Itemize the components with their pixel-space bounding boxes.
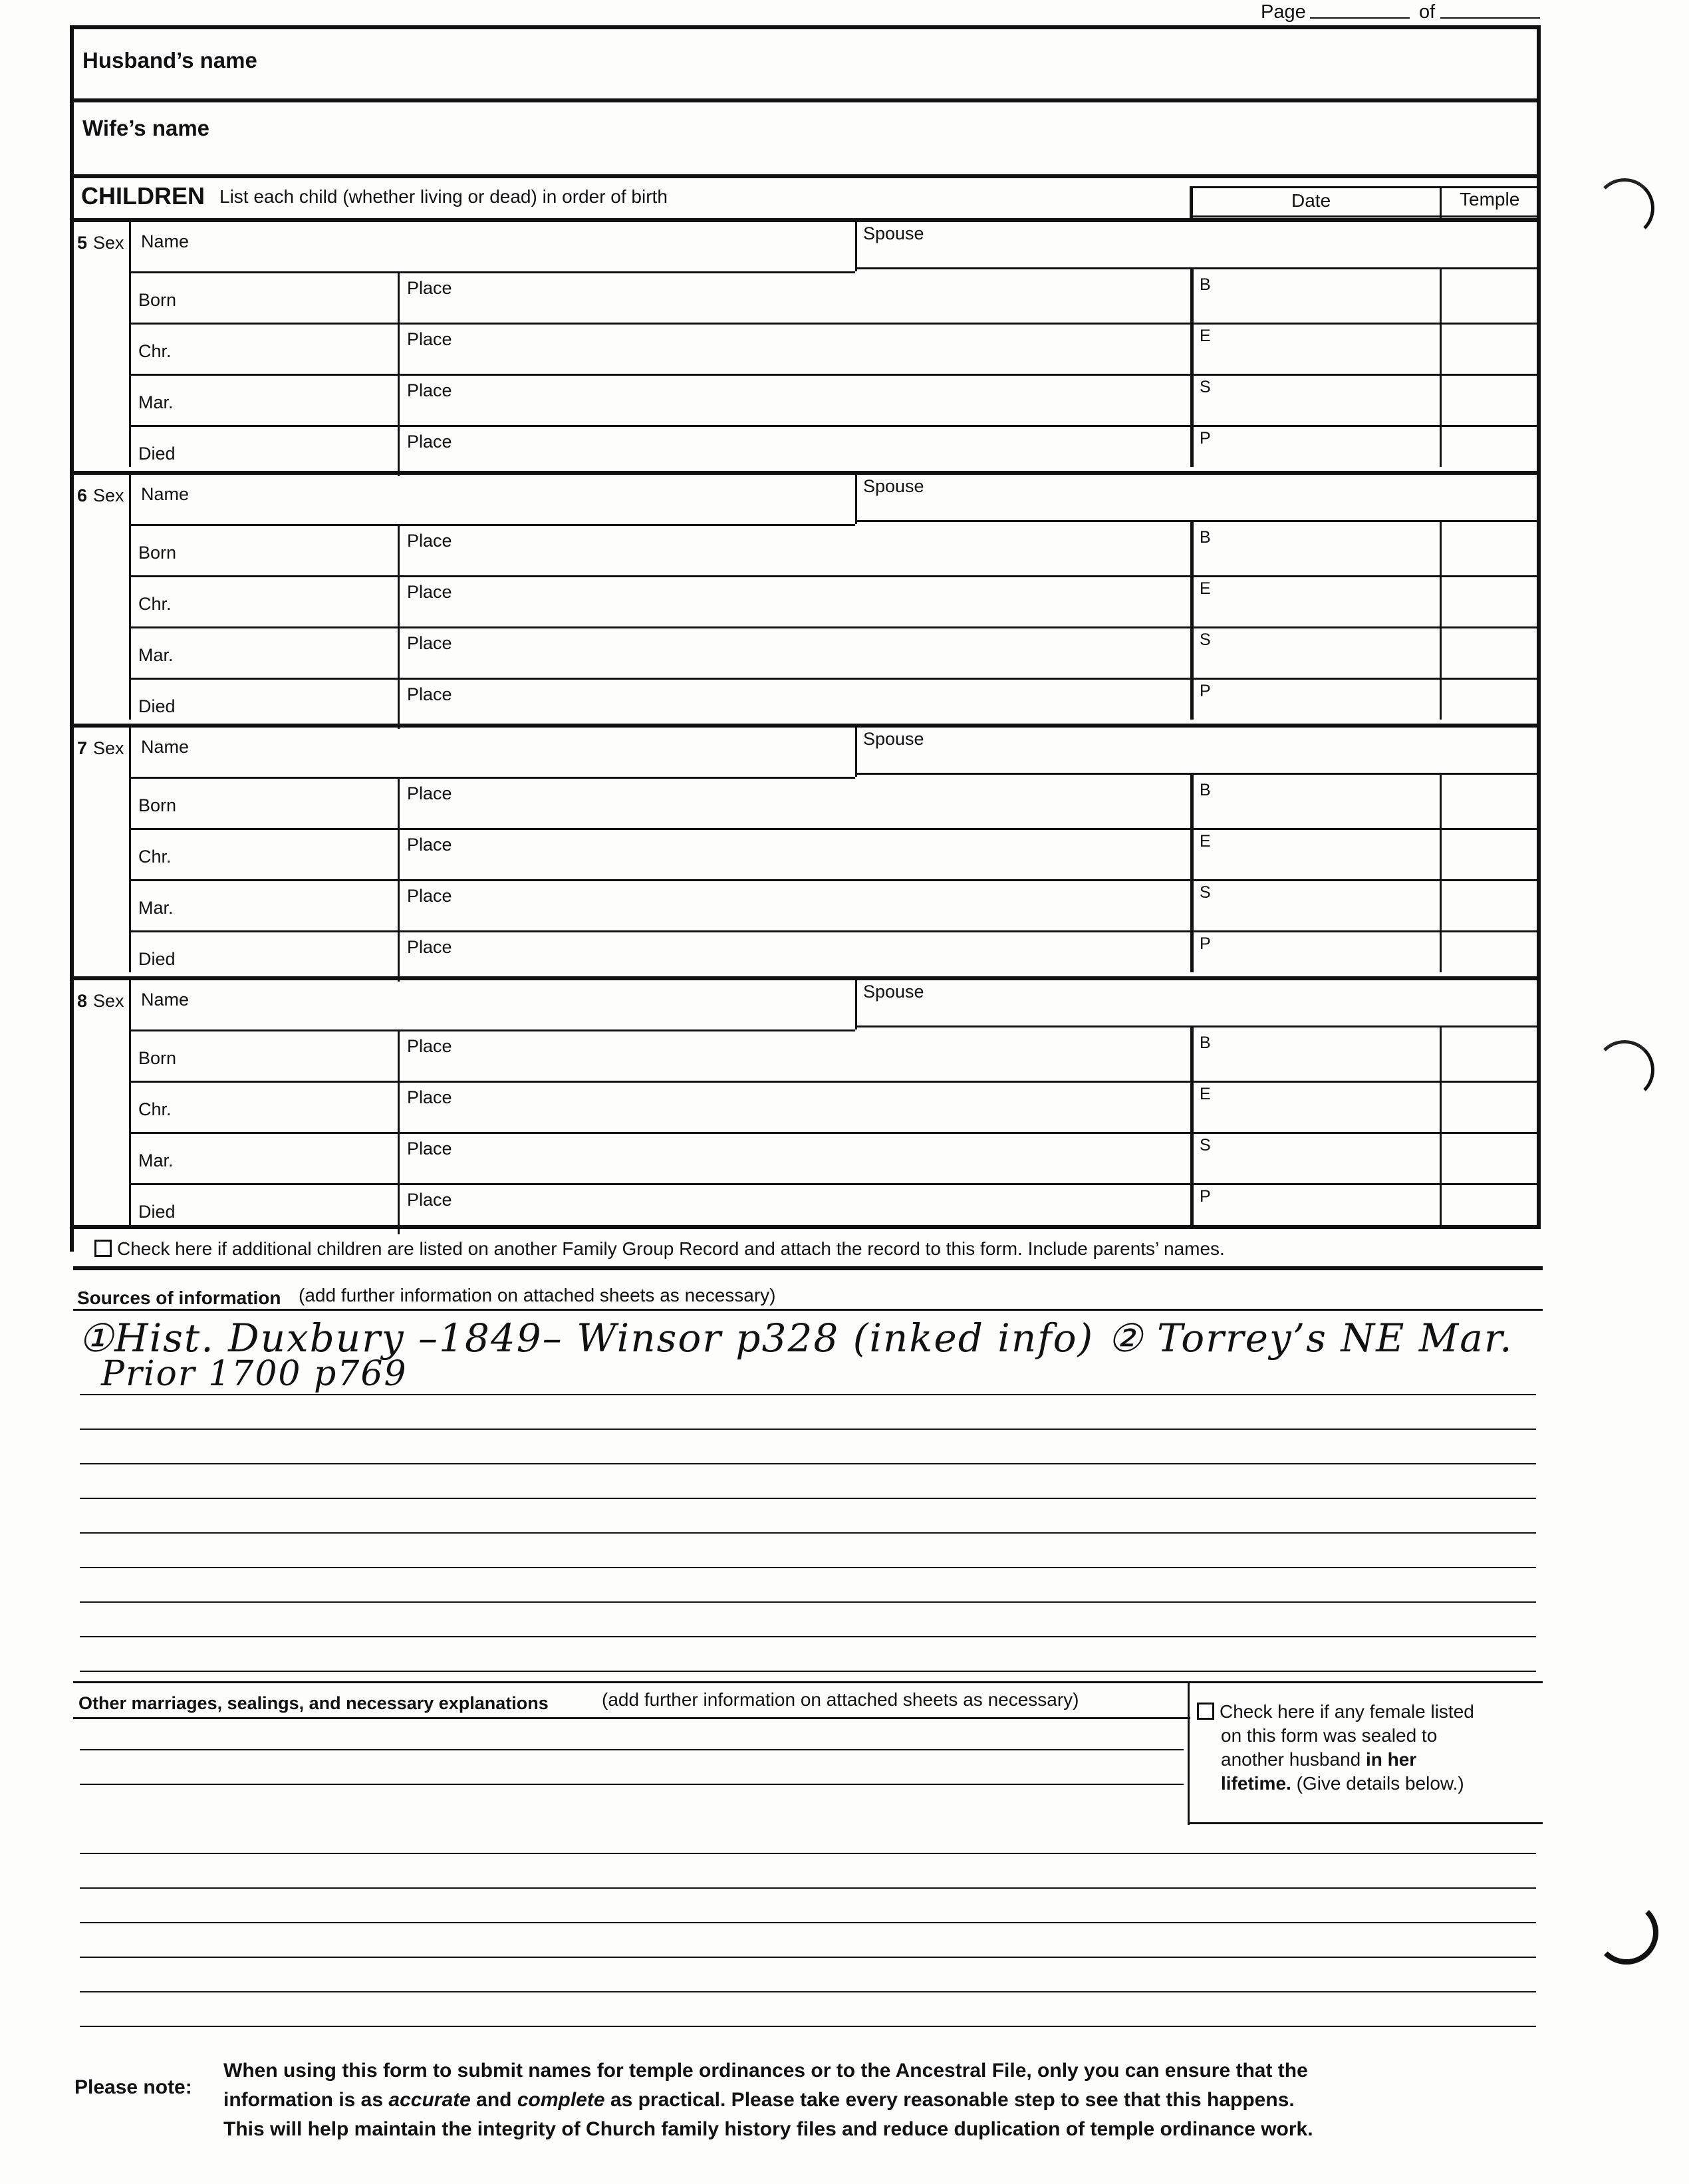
ordinance-date-field[interactable] bbox=[1217, 429, 1433, 470]
ordinance-date-field[interactable] bbox=[1217, 1033, 1433, 1075]
event-date-field[interactable] bbox=[195, 432, 391, 470]
spouse-row-bottom bbox=[855, 1025, 1539, 1027]
female-sealed-check[interactable] bbox=[1197, 1700, 1474, 1796]
event-label: Chr. bbox=[138, 341, 172, 361]
writing-line[interactable] bbox=[80, 1394, 1536, 1395]
please-note-line-1: When using this form to submit names for temple ordinances or to the Ancestral File, only you can ensure that the bbox=[223, 2060, 1308, 2082]
sex-label: Sex bbox=[93, 738, 124, 758]
ordinance-date-field[interactable] bbox=[1217, 781, 1433, 822]
sex-field[interactable] bbox=[132, 1016, 185, 1029]
event-row-bottom bbox=[129, 626, 1190, 628]
date-column-divider bbox=[1190, 1025, 1194, 1225]
event-label: Born bbox=[138, 543, 177, 563]
writing-line[interactable] bbox=[80, 1671, 1536, 1672]
ordinance-date-field[interactable] bbox=[1217, 630, 1433, 672]
event-label: Born bbox=[138, 795, 177, 815]
of-label: of bbox=[1419, 1, 1436, 23]
ordinance-letter: P bbox=[1200, 934, 1211, 953]
child-number: 6 bbox=[77, 485, 88, 505]
event-place-field[interactable] bbox=[471, 633, 1184, 672]
female-sealed-text-4b: (Give details below.) bbox=[1296, 1773, 1464, 1794]
event-row-bottom bbox=[129, 1081, 1190, 1083]
spouse-divider bbox=[855, 218, 857, 271]
writing-line[interactable] bbox=[80, 1532, 1536, 1534]
sex-field[interactable] bbox=[132, 763, 185, 777]
ordinance-letter: P bbox=[1200, 429, 1211, 448]
place-divider bbox=[398, 524, 400, 575]
spouse-row-bottom bbox=[855, 520, 1539, 522]
ordinance-letter: E bbox=[1200, 327, 1211, 345]
writing-line[interactable] bbox=[80, 1887, 1536, 1889]
name-row-bottom bbox=[129, 777, 855, 779]
name-row-bottom bbox=[129, 524, 855, 526]
event-label: Died bbox=[138, 949, 176, 969]
ordinance-row-bottom bbox=[1190, 1132, 1539, 1134]
place-label: Place bbox=[407, 835, 452, 855]
sex-label: Sex bbox=[93, 485, 124, 505]
ordinance-letter: B bbox=[1200, 528, 1211, 547]
ordinance-date-field[interactable] bbox=[1217, 1136, 1433, 1177]
sex-field[interactable] bbox=[132, 511, 185, 524]
ordinance-letter: B bbox=[1200, 781, 1211, 799]
wife-name-label: Wife’s name bbox=[82, 116, 210, 140]
event-place-field[interactable] bbox=[471, 835, 1184, 873]
ordinance-row-bottom bbox=[1190, 575, 1539, 577]
event-place-field[interactable] bbox=[471, 432, 1184, 470]
event-place-field[interactable] bbox=[471, 684, 1184, 723]
spouse-divider bbox=[855, 976, 857, 1029]
please-note-label: Please note: bbox=[74, 2076, 192, 2098]
event-label: Died bbox=[138, 1202, 176, 1222]
writing-line[interactable] bbox=[80, 1601, 1536, 1603]
sex-column-divider bbox=[129, 218, 131, 467]
ordinance-row-bottom bbox=[1190, 374, 1539, 376]
place-label: Place bbox=[407, 278, 452, 298]
place-label: Place bbox=[407, 531, 452, 551]
ordinance-row-bottom bbox=[1190, 1081, 1539, 1083]
child-block-top-border bbox=[73, 724, 1539, 728]
child-name-field[interactable] bbox=[195, 223, 848, 263]
child-name-field[interactable] bbox=[195, 476, 848, 516]
place-divider bbox=[398, 323, 400, 374]
wife-divider bbox=[70, 174, 1539, 178]
ordinance-date-field[interactable] bbox=[1217, 1187, 1433, 1228]
binder-hole-bottom bbox=[1595, 1901, 1658, 1965]
event-date-field[interactable] bbox=[195, 937, 391, 976]
event-place-field[interactable] bbox=[471, 1036, 1184, 1075]
writing-line[interactable] bbox=[80, 1567, 1536, 1568]
children-heading: CHILDREN bbox=[81, 182, 205, 209]
sex-column-divider bbox=[129, 724, 131, 972]
date-column-header: Date bbox=[1291, 190, 1331, 211]
child-name-field[interactable] bbox=[195, 982, 848, 1022]
event-label: Mar. bbox=[138, 392, 174, 412]
child-name-label: Name bbox=[141, 484, 190, 504]
page-total-blank[interactable] bbox=[1440, 17, 1540, 19]
ordinance-row-bottom bbox=[1190, 1183, 1539, 1185]
event-row-bottom bbox=[129, 678, 1190, 680]
sources-heading: Sources of information bbox=[77, 1288, 281, 1308]
event-row-bottom bbox=[129, 323, 1190, 325]
child-number: 5 bbox=[77, 233, 88, 253]
event-place-field[interactable] bbox=[471, 582, 1184, 620]
writing-line[interactable] bbox=[80, 1853, 1536, 1854]
event-label: Chr. bbox=[138, 847, 172, 867]
ordinance-letter: P bbox=[1200, 682, 1211, 700]
spouse-field[interactable] bbox=[948, 223, 1533, 263]
female-sealed-text-3b: in her bbox=[1365, 1749, 1417, 1770]
husband-name-field[interactable] bbox=[74, 73, 1534, 100]
event-label: Chr. bbox=[138, 1099, 172, 1119]
event-label: Died bbox=[138, 696, 176, 716]
ordinance-letter: B bbox=[1200, 275, 1211, 294]
ordinance-row-bottom bbox=[1190, 323, 1539, 325]
ordinance-row-bottom bbox=[1190, 626, 1539, 628]
ordinance-date-field[interactable] bbox=[1217, 832, 1433, 873]
source-entry-line-1: ①Hist. Duxbury –1849– Winsor p328 (inked info) ② Torrey’s NE Mar. bbox=[78, 1315, 1513, 1361]
ordinance-letter: E bbox=[1200, 1085, 1211, 1103]
event-place-field[interactable] bbox=[471, 531, 1184, 569]
ordinance-temple-field[interactable] bbox=[1445, 1187, 1534, 1228]
child-number: 7 bbox=[77, 738, 88, 758]
place-divider bbox=[398, 374, 400, 425]
place-divider bbox=[398, 1081, 400, 1132]
spouse-row-bottom bbox=[855, 773, 1539, 775]
ordinance-temple-field[interactable] bbox=[1445, 1033, 1534, 1075]
event-label: Mar. bbox=[138, 1151, 174, 1170]
place-divider bbox=[398, 777, 400, 828]
place-label: Place bbox=[407, 886, 452, 906]
ordinance-letter: S bbox=[1200, 883, 1211, 902]
ordinance-letter: S bbox=[1200, 378, 1211, 396]
event-place-field[interactable] bbox=[471, 380, 1184, 419]
ordinance-date-field[interactable] bbox=[1217, 327, 1433, 368]
ordinance-letter: P bbox=[1200, 1187, 1211, 1206]
child-block-top-border bbox=[73, 471, 1539, 475]
spouse-divider bbox=[855, 471, 857, 524]
female-sealed-checkbox[interactable] bbox=[1197, 1703, 1214, 1720]
child-number: 8 bbox=[77, 991, 88, 1011]
ordinance-date-field[interactable] bbox=[1217, 682, 1433, 723]
page-label: Page bbox=[1261, 1, 1306, 23]
female-sealed-text-2: on this form was sealed to bbox=[1221, 1725, 1438, 1746]
writing-line[interactable] bbox=[80, 1498, 1536, 1499]
writing-line[interactable] bbox=[80, 1636, 1536, 1637]
event-row-bottom bbox=[129, 930, 1190, 932]
ordinance-letter: B bbox=[1200, 1033, 1211, 1052]
child-name-label: Name bbox=[141, 231, 190, 251]
spouse-field[interactable] bbox=[948, 982, 1533, 1022]
event-date-field[interactable] bbox=[195, 1190, 391, 1228]
event-row-bottom bbox=[129, 575, 1190, 577]
additional-children-checkbox[interactable] bbox=[94, 1240, 112, 1257]
sex-field[interactable] bbox=[132, 258, 185, 271]
child-name-label: Name bbox=[141, 737, 190, 757]
other-marriages-heading-line bbox=[73, 1717, 1190, 1719]
event-date-field[interactable] bbox=[195, 1139, 391, 1177]
ordinance-temple-field[interactable] bbox=[1445, 327, 1534, 368]
event-date-field[interactable] bbox=[195, 531, 391, 569]
event-place-field[interactable] bbox=[471, 329, 1184, 368]
please-note-line-2: information is as accurate and complete as practical. Please take every reasonable step to see that this happens. bbox=[223, 2089, 1295, 2111]
place-divider bbox=[398, 425, 400, 476]
female-check-box-bottom bbox=[1188, 1822, 1543, 1824]
event-place-field[interactable] bbox=[471, 278, 1184, 317]
event-label: Chr. bbox=[138, 594, 172, 614]
sources-note: (add further information on attached sheets as necessary) bbox=[299, 1285, 776, 1305]
source-entry-line-2: Prior 1700 p769 bbox=[101, 1354, 408, 1394]
event-date-field[interactable] bbox=[195, 1087, 391, 1126]
please-note-text bbox=[223, 2056, 1313, 2144]
ordinance-row-bottom bbox=[1190, 828, 1539, 830]
ordinance-date-field[interactable] bbox=[1217, 883, 1433, 924]
ordinance-letter: E bbox=[1200, 579, 1211, 598]
ordinance-temple-field[interactable] bbox=[1445, 630, 1534, 672]
ordinance-row-bottom bbox=[1190, 678, 1539, 680]
writing-line[interactable] bbox=[80, 1463, 1536, 1464]
place-label: Place bbox=[407, 1036, 452, 1056]
event-date-field[interactable] bbox=[195, 783, 391, 822]
writing-line[interactable] bbox=[80, 1749, 1184, 1750]
place-divider bbox=[398, 626, 400, 678]
date-column-divider bbox=[1190, 520, 1194, 720]
sources-heading-line bbox=[73, 1309, 1543, 1311]
date-col-header-left bbox=[1190, 186, 1193, 218]
event-label: Born bbox=[138, 1048, 177, 1068]
temple-column-divider bbox=[1440, 1025, 1442, 1225]
additional-children-text: Check here if additional children are listed on another Family Group Record and attach the record to this form. Include parents’ names. bbox=[117, 1238, 1225, 1259]
place-divider bbox=[398, 575, 400, 626]
ordinance-temple-field[interactable] bbox=[1445, 832, 1534, 873]
event-date-field[interactable] bbox=[195, 1036, 391, 1075]
ordinance-date-field[interactable] bbox=[1217, 378, 1433, 419]
writing-line[interactable] bbox=[80, 2026, 1536, 2027]
place-label: Place bbox=[407, 1190, 452, 1210]
child-block-top-border bbox=[73, 218, 1539, 222]
name-row-bottom bbox=[129, 1029, 855, 1031]
temple-column-divider bbox=[1440, 773, 1442, 972]
place-label: Place bbox=[407, 432, 452, 452]
spouse-label: Spouse bbox=[863, 729, 924, 749]
binder-hole-top bbox=[1595, 178, 1654, 238]
event-place-field[interactable] bbox=[471, 1190, 1184, 1228]
spouse-field[interactable] bbox=[948, 476, 1533, 516]
event-date-field[interactable] bbox=[195, 633, 391, 672]
page-number-blank[interactable] bbox=[1310, 17, 1410, 19]
please-note-line-3: This will help maintain the integrity of Church family history files and reduce duplication of temple ordinance work. bbox=[223, 2118, 1313, 2140]
event-place-field[interactable] bbox=[471, 1139, 1184, 1177]
place-divider bbox=[398, 1029, 400, 1081]
place-divider bbox=[398, 1183, 400, 1234]
sex-column-divider bbox=[129, 471, 131, 720]
sex-label: Sex bbox=[93, 233, 124, 253]
ordinance-row-bottom bbox=[1190, 879, 1539, 881]
place-divider bbox=[398, 678, 400, 729]
date-column-divider bbox=[1190, 773, 1194, 972]
spouse-field[interactable] bbox=[948, 729, 1533, 769]
child-name-label: Name bbox=[141, 990, 190, 1010]
date-column-divider bbox=[1190, 267, 1194, 467]
other-marriages-note: (add further information on attached sheets as necessary) bbox=[602, 1689, 1079, 1710]
event-date-field[interactable] bbox=[195, 582, 391, 620]
ordinance-date-field[interactable] bbox=[1217, 579, 1433, 620]
ordinance-letter: S bbox=[1200, 630, 1211, 649]
place-label: Place bbox=[407, 1087, 452, 1107]
ordinance-temple-field[interactable] bbox=[1445, 781, 1534, 822]
spouse-label: Spouse bbox=[863, 476, 924, 496]
writing-line[interactable] bbox=[80, 1991, 1536, 1992]
name-row-bottom bbox=[129, 271, 855, 273]
temple-column-header: Temple bbox=[1460, 189, 1520, 209]
ordinance-date-field[interactable] bbox=[1217, 934, 1433, 976]
sources-top-border bbox=[73, 1266, 1543, 1270]
place-label: Place bbox=[407, 329, 452, 349]
children-instruction: List each child (whether living or dead) in order of birth bbox=[219, 186, 668, 207]
ordinance-temple-field[interactable] bbox=[1445, 883, 1534, 924]
event-date-field[interactable] bbox=[195, 684, 391, 723]
writing-line[interactable] bbox=[80, 1429, 1536, 1430]
spouse-label: Spouse bbox=[863, 982, 924, 1002]
event-place-field[interactable] bbox=[471, 783, 1184, 822]
ordinance-date-field[interactable] bbox=[1217, 528, 1433, 569]
event-row-bottom bbox=[129, 1132, 1190, 1134]
event-row-bottom bbox=[129, 828, 1190, 830]
husband-divider bbox=[70, 98, 1539, 102]
event-place-field[interactable] bbox=[471, 886, 1184, 924]
event-row-bottom bbox=[129, 1183, 1190, 1185]
sex-label: Sex bbox=[93, 991, 124, 1011]
event-label: Died bbox=[138, 444, 176, 464]
place-label: Place bbox=[407, 582, 452, 602]
date-col-header-top bbox=[1190, 186, 1539, 188]
event-row-bottom bbox=[129, 425, 1190, 427]
event-date-field[interactable] bbox=[195, 329, 391, 368]
ordinance-temple-field[interactable] bbox=[1445, 682, 1534, 723]
additional-children-check[interactable] bbox=[94, 1238, 1225, 1260]
ordinance-temple-field[interactable] bbox=[1445, 528, 1534, 569]
female-check-box-left bbox=[1188, 1681, 1190, 1825]
date-col-header-bottom bbox=[1190, 215, 1539, 217]
place-label: Place bbox=[407, 783, 452, 803]
husband-name-label: Husband’s name bbox=[82, 48, 257, 72]
temple-col-header-left bbox=[1440, 186, 1442, 218]
event-date-field[interactable] bbox=[195, 835, 391, 873]
ordinance-letter: S bbox=[1200, 1136, 1211, 1155]
place-label: Place bbox=[407, 633, 452, 653]
writing-line[interactable] bbox=[80, 1922, 1536, 1923]
child-block-top-border bbox=[73, 976, 1539, 980]
event-label: Mar. bbox=[138, 645, 174, 665]
event-row-bottom bbox=[129, 374, 1190, 376]
ordinance-temple-field[interactable] bbox=[1445, 429, 1534, 470]
temple-column-divider bbox=[1440, 267, 1442, 467]
event-place-field[interactable] bbox=[471, 1087, 1184, 1126]
form-left-border bbox=[70, 25, 74, 1252]
event-label: Born bbox=[138, 290, 177, 310]
ordinance-letter: E bbox=[1200, 832, 1211, 851]
temple-column-divider bbox=[1440, 520, 1442, 720]
wife-name-field[interactable] bbox=[74, 141, 1534, 170]
place-label: Place bbox=[407, 684, 452, 704]
place-divider bbox=[398, 1132, 400, 1183]
form-top-border bbox=[70, 25, 1539, 29]
ordinance-date-field[interactable] bbox=[1217, 1085, 1433, 1126]
female-sealed-text-3: another husband bbox=[1221, 1749, 1361, 1770]
writing-line[interactable] bbox=[80, 1784, 1184, 1785]
event-label: Mar. bbox=[138, 898, 174, 918]
other-marriages-heading: Other marriages, sealings, and necessary explanations bbox=[78, 1693, 549, 1713]
place-divider bbox=[398, 930, 400, 982]
ordinance-row-bottom bbox=[1190, 425, 1539, 427]
ordinance-temple-field[interactable] bbox=[1445, 934, 1534, 976]
event-date-field[interactable] bbox=[195, 278, 391, 317]
ordinance-temple-field[interactable] bbox=[1445, 1136, 1534, 1177]
ordinance-temple-field[interactable] bbox=[1445, 579, 1534, 620]
female-sealed-text-4: lifetime. bbox=[1221, 1773, 1291, 1794]
event-place-field[interactable] bbox=[471, 937, 1184, 976]
female-sealed-text-1: Check here if any female listed bbox=[1220, 1701, 1474, 1722]
spouse-row-bottom bbox=[855, 267, 1539, 269]
place-divider bbox=[398, 879, 400, 930]
place-label: Place bbox=[407, 937, 452, 957]
ordinance-temple-field[interactable] bbox=[1445, 1085, 1534, 1126]
ordinance-row-bottom bbox=[1190, 930, 1539, 932]
sex-column-divider bbox=[129, 976, 131, 1225]
other-marriages-top-line bbox=[73, 1681, 1543, 1683]
event-date-field[interactable] bbox=[195, 380, 391, 419]
event-date-field[interactable] bbox=[195, 886, 391, 924]
writing-line[interactable] bbox=[80, 1957, 1536, 1958]
ordinance-temple-field[interactable] bbox=[1445, 378, 1534, 419]
ordinance-temple-field[interactable] bbox=[1445, 275, 1534, 317]
place-label: Place bbox=[407, 1139, 452, 1159]
form-right-border bbox=[1537, 25, 1541, 1226]
place-label: Place bbox=[407, 380, 452, 400]
ordinance-date-field[interactable] bbox=[1217, 275, 1433, 317]
spouse-label: Spouse bbox=[863, 223, 924, 243]
spouse-divider bbox=[855, 724, 857, 777]
event-row-bottom bbox=[129, 879, 1190, 881]
binder-hole-middle bbox=[1595, 1040, 1654, 1100]
place-divider bbox=[398, 828, 400, 879]
place-divider bbox=[398, 271, 400, 323]
child-name-field[interactable] bbox=[195, 729, 848, 769]
